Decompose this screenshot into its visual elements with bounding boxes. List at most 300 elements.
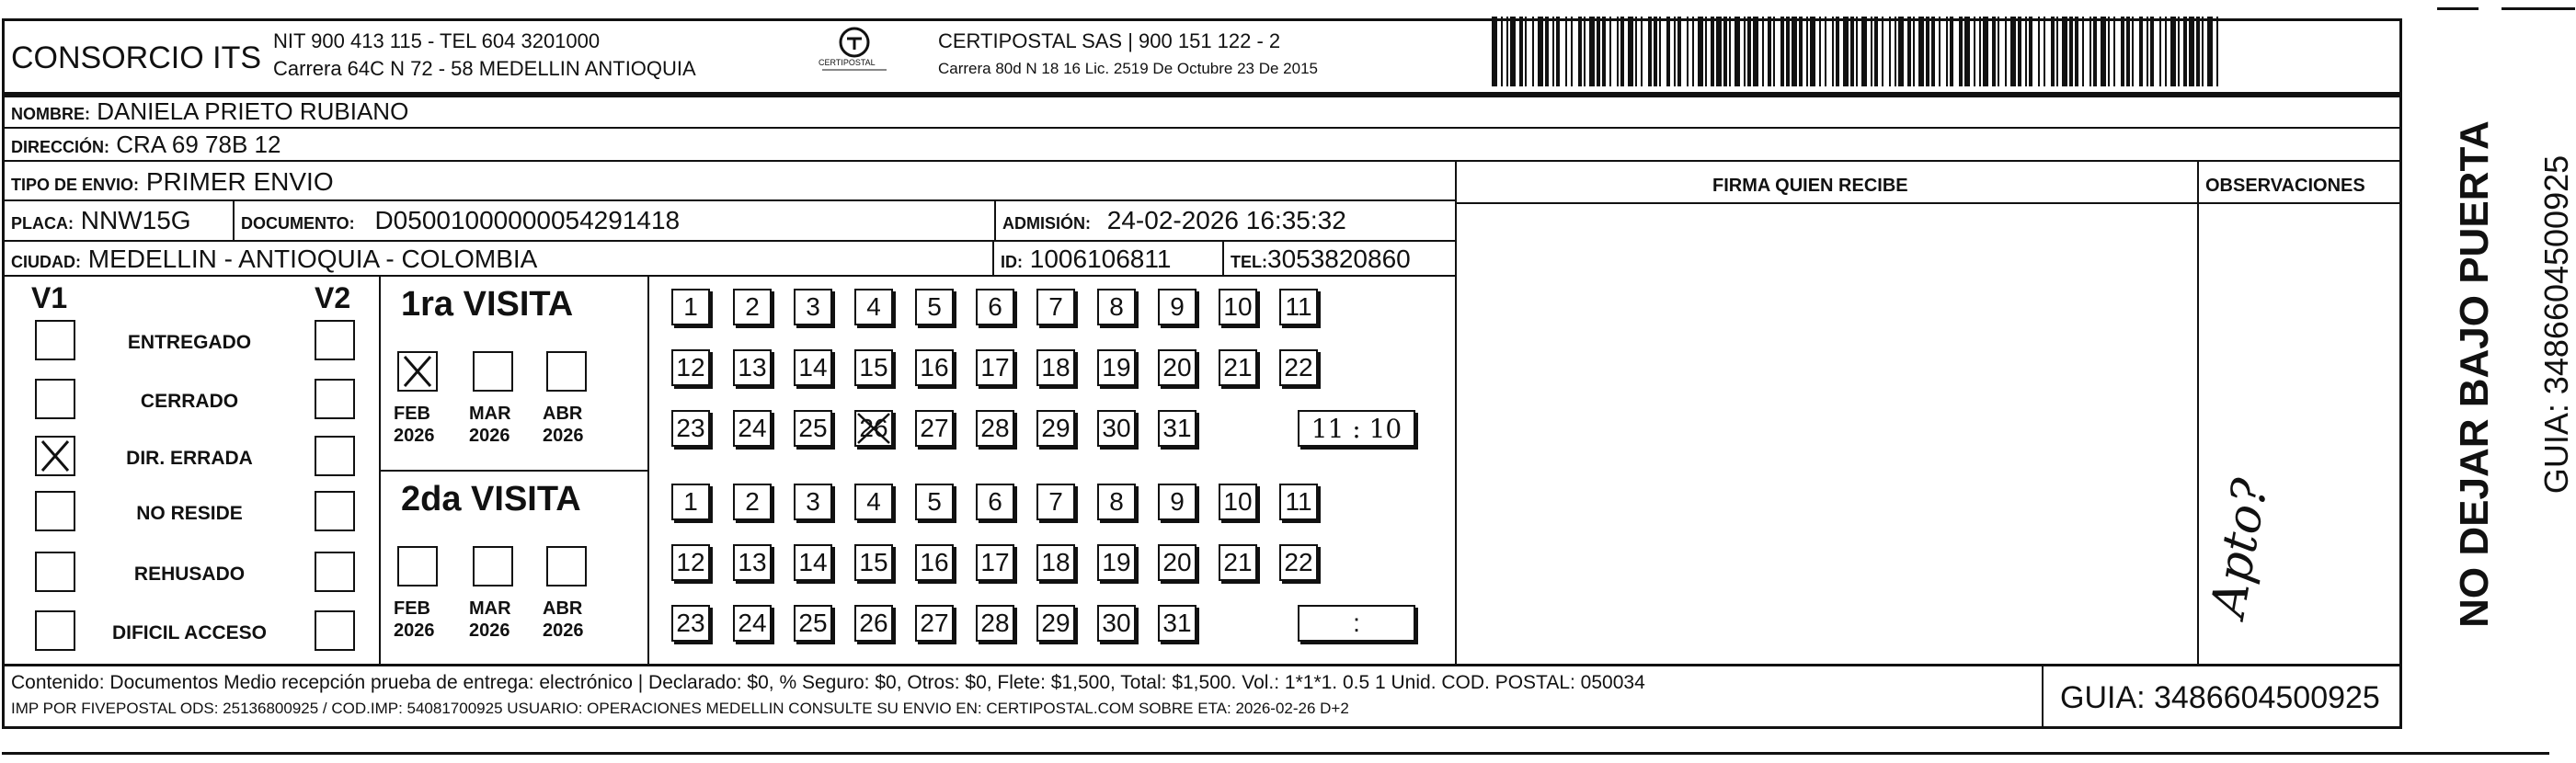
barcode-bar <box>1946 17 1948 86</box>
contenido-text: Contenido: Documentos Medio recepción prueba de entrega: electrónico | Declarado: $0, % Seguro: $0, Otros: $0, Flete: $1,500, Total: $1,500. Vol.: 1*1*1. 0.5 1 Unid. COD. POSTAL: 050034 <box>11 672 1645 693</box>
id-value: 1006106811 <box>1029 245 1172 273</box>
day-box[interactable] <box>1036 544 1075 581</box>
observaciones-label: OBSERVACIONES <box>2205 176 2365 196</box>
barcode-bar <box>1552 17 1554 86</box>
day-box[interactable] <box>976 349 1014 386</box>
barcode-bar <box>1747 17 1751 86</box>
day-number: 22 <box>1284 353 1313 382</box>
barcode-bar <box>1589 17 1595 86</box>
barcode-bar <box>2159 17 2161 86</box>
tipo-envio-field <box>11 169 334 195</box>
day-box[interactable] <box>1219 484 1257 520</box>
day-number: 7 <box>1048 292 1063 321</box>
day-box[interactable] <box>1158 484 1196 520</box>
barcode-bar <box>2216 17 2218 86</box>
nombre-field <box>11 99 408 123</box>
barcode-bar <box>1501 17 1503 86</box>
barcode-bar <box>1519 17 1523 86</box>
day-number: 25 <box>798 414 828 442</box>
day-number: 28 <box>980 414 1010 442</box>
imp-text: IMP POR FIVEPOSTAL ODS: 25136800925 / COD.IMP: 54081700925 USUARIO: OPERACIONES MEDELLIN CONSULTE SU ENVIO EN: CERTIPOSTAL.COM SOBRE ETA: 2026-02-26 D+2 <box>11 700 1349 717</box>
barcode-bar <box>1931 17 1935 86</box>
day-x-mark-icon <box>854 410 893 447</box>
day-number: 2 <box>745 292 760 321</box>
barcode-bar <box>1974 17 1975 86</box>
day-box[interactable] <box>733 289 772 325</box>
status-label: NO RESIDE <box>136 503 243 524</box>
barcode-bar <box>2069 17 2073 86</box>
day-box[interactable] <box>915 349 954 386</box>
barcode-bar <box>1799 17 1803 86</box>
day-number: 15 <box>859 548 888 576</box>
day-number: 27 <box>920 414 949 442</box>
barcode-bar <box>1825 17 1826 86</box>
status-v2-checkbox[interactable] <box>315 552 355 592</box>
barcode <box>1492 17 2227 86</box>
footer-guia: GUIA: 3486604500925 <box>2060 680 2380 715</box>
day-box[interactable] <box>1097 484 1136 520</box>
barcode-bar <box>1729 17 1731 86</box>
barcode-bar <box>1744 17 1746 86</box>
barcode-bar <box>1692 17 1694 86</box>
certipostal-logo <box>813 24 896 79</box>
day-number: 4 <box>866 487 881 516</box>
barcode-bar <box>1506 17 1508 86</box>
barcode-bar <box>1705 17 1707 86</box>
placa-field <box>11 208 191 233</box>
barcode-bar <box>1773 17 1775 86</box>
day-box[interactable] <box>976 544 1014 581</box>
barcode-bar <box>1874 17 1878 86</box>
month-label: ABR <box>543 404 583 424</box>
barcode-bar <box>2202 17 2204 86</box>
barcode-bar <box>2183 17 2187 86</box>
time-box[interactable] <box>1298 410 1415 447</box>
day-box[interactable] <box>915 289 954 325</box>
barcode-bar <box>1532 17 1534 86</box>
status-label: CERRADO <box>140 391 239 412</box>
day-number: 6 <box>988 292 1002 321</box>
day-box[interactable] <box>794 410 832 447</box>
day-number: 14 <box>798 548 828 576</box>
barcode-bar <box>1950 17 1953 86</box>
day-number: 4 <box>866 292 881 321</box>
tel-label: TEL: <box>1231 253 1267 271</box>
barcode-bar <box>2018 17 2021 86</box>
day-box[interactable] <box>854 605 893 642</box>
barcode-bar <box>1723 17 1727 86</box>
status-label: DIFICIL ACCESO <box>111 622 267 643</box>
barcode-bar <box>1654 17 1657 86</box>
day-box[interactable] <box>794 289 832 325</box>
day-box[interactable] <box>1158 349 1196 386</box>
day-number: 21 <box>1223 548 1253 576</box>
barcode-icon <box>1492 17 2227 86</box>
day-box[interactable] <box>1097 410 1136 447</box>
month-checkbox[interactable] <box>473 546 513 586</box>
barcode-bar <box>1889 17 1891 86</box>
day-box[interactable] <box>854 544 893 581</box>
barcode-bar <box>1617 17 1619 86</box>
day-number: 27 <box>920 609 949 637</box>
status-v2-checkbox[interactable] <box>315 436 355 476</box>
barcode-bar <box>1895 17 1896 86</box>
observation-handwriting <box>2200 441 2299 643</box>
barcode-bar <box>1735 17 1740 86</box>
status-v2-checkbox[interactable] <box>315 379 355 419</box>
barcode-bar <box>1913 17 1915 86</box>
nombre-label: NOMBRE: <box>11 105 90 123</box>
barcode-bar <box>1786 17 1790 86</box>
day-number: 1 <box>683 292 698 321</box>
day-number: 20 <box>1162 353 1192 382</box>
ciudad-label: CIUDAD: <box>11 253 81 271</box>
admision-value: 24-02-2026 16:35:32 <box>1106 206 1346 234</box>
barcode-bar <box>1584 17 1586 86</box>
barcode-bar <box>1959 17 1963 86</box>
barcode-bar <box>1992 17 1996 86</box>
ciudad-field <box>11 246 537 272</box>
barcode-bar <box>1926 17 1929 86</box>
barcode-bar <box>1861 17 1867 86</box>
barcode-bar <box>1711 17 1714 86</box>
direccion-value: CRA 69 78B 12 <box>116 131 281 158</box>
barcode-bar <box>2010 17 2016 86</box>
barcode-bar <box>2038 17 2040 86</box>
barcode-bar <box>1556 17 1560 86</box>
time-box[interactable] <box>1298 605 1415 642</box>
no-dejar-text: NO DEJAR BAJO PUERTA <box>2452 120 2497 628</box>
barcode-bar <box>1871 17 1872 86</box>
barcode-bar <box>1510 17 1516 86</box>
day-box[interactable] <box>1036 605 1075 642</box>
barcode-bar <box>1753 17 1758 86</box>
day-box[interactable] <box>733 484 772 520</box>
day-box[interactable] <box>976 484 1014 520</box>
barcode-bar <box>1939 17 1941 86</box>
barcode-bar <box>2113 17 2115 86</box>
day-box[interactable] <box>1219 544 1257 581</box>
v2-header: V2 <box>315 281 351 314</box>
barcode-bar <box>1545 17 1549 86</box>
day-box[interactable] <box>976 289 1014 325</box>
day-number: 31 <box>1162 609 1192 637</box>
barcode-bar <box>2132 17 2134 86</box>
month-checkbox[interactable] <box>546 351 587 392</box>
day-box[interactable] <box>671 484 710 520</box>
day-box[interactable] <box>1036 349 1075 386</box>
barcode-bar <box>1832 17 1834 86</box>
day-box[interactable] <box>854 484 893 520</box>
documento-value: D05001000000054291418 <box>374 206 681 234</box>
month-label: FEB <box>394 598 430 619</box>
documento-field <box>241 208 680 233</box>
barcode-bar <box>1687 17 1689 86</box>
month-label: ABR <box>543 598 583 619</box>
barcode-bar <box>1597 17 1600 86</box>
barcode-bar <box>2170 17 2176 86</box>
day-box[interactable] <box>915 484 954 520</box>
month-label: MAR <box>469 598 511 619</box>
day-number: 7 <box>1048 487 1063 516</box>
day-number: 12 <box>676 353 705 382</box>
month-checkbox[interactable] <box>473 351 513 392</box>
day-box[interactable] <box>1036 410 1075 447</box>
month-label: MAR <box>469 404 511 424</box>
day-number: 15 <box>859 353 888 382</box>
day-number: 1 <box>683 487 698 516</box>
company-name: CONSORCIO ITS <box>11 40 262 75</box>
visit-title: 1ra VISITA <box>401 285 574 324</box>
day-box[interactable] <box>1097 544 1136 581</box>
barcode-bar <box>2189 17 2194 86</box>
license-line: Carrera 80d N 18 16 Lic. 2519 De Octubre 23 De 2015 <box>938 60 1318 77</box>
barcode-bar <box>2089 17 2091 86</box>
barcode-bar <box>1674 17 1676 86</box>
day-box[interactable] <box>1279 544 1318 581</box>
side-guia-text: GUIA: 3486604500925 <box>2537 154 2575 495</box>
day-box[interactable] <box>915 410 954 447</box>
day-box[interactable] <box>1158 605 1196 642</box>
day-number: 22 <box>1284 548 1313 576</box>
barcode-bar <box>1806 17 1808 86</box>
day-number: 12 <box>676 548 705 576</box>
barcode-bar <box>1635 17 1637 86</box>
barcode-bar <box>1918 17 1924 86</box>
status-v2-checkbox[interactable] <box>315 610 355 651</box>
v1-header: V1 <box>31 281 68 314</box>
day-box[interactable] <box>1036 289 1075 325</box>
day-box[interactable] <box>671 410 710 447</box>
day-number: 5 <box>927 292 942 321</box>
barcode-bar <box>1780 17 1784 86</box>
barcode-bar <box>2029 17 2032 86</box>
day-box[interactable] <box>733 544 772 581</box>
day-box[interactable] <box>1158 410 1196 447</box>
barcode-bar <box>2075 17 2078 86</box>
day-box[interactable] <box>733 605 772 642</box>
placa-label: PLACA: <box>11 214 74 233</box>
tipo-envio-label: TIPO DE ENVIO: <box>11 176 140 194</box>
month-checkbox[interactable] <box>397 546 438 586</box>
day-box[interactable] <box>915 544 954 581</box>
day-number: 26 <box>859 609 888 637</box>
day-box[interactable] <box>794 349 832 386</box>
status-v2-checkbox[interactable] <box>315 491 355 531</box>
ciudad-value: MEDELLIN - ANTIOQUIA - COLOMBIA <box>87 245 538 273</box>
barcode-bar <box>1492 17 1497 86</box>
barcode-bar <box>2044 17 2045 86</box>
day-number: 18 <box>1041 548 1070 576</box>
day-box[interactable] <box>1158 289 1196 325</box>
day-box[interactable] <box>671 349 710 386</box>
day-number: 21 <box>1223 353 1253 382</box>
day-number: 30 <box>1102 414 1131 442</box>
day-number: 26 <box>859 414 888 442</box>
barcode-bar <box>2051 17 2055 86</box>
day-box[interactable] <box>1097 289 1136 325</box>
barcode-bar <box>2165 17 2167 86</box>
month-year: 2026 <box>469 621 510 641</box>
barcode-bar <box>1666 17 1670 86</box>
barcode-bar <box>1716 17 1722 86</box>
barcode-bar <box>1648 17 1652 86</box>
day-box[interactable] <box>794 605 832 642</box>
day-number: 3 <box>806 487 820 516</box>
barcode-bar <box>2082 17 2084 86</box>
month-checkbox[interactable] <box>397 351 438 392</box>
barcode-bar <box>1620 17 1624 86</box>
barcode-bar <box>1628 17 1633 86</box>
observation-text: Apto? <box>2200 474 2280 621</box>
day-number: 2 <box>745 487 760 516</box>
time-value: : <box>1353 609 1360 637</box>
day-box[interactable] <box>854 410 893 447</box>
month-year: 2026 <box>543 621 584 641</box>
barcode-bar <box>1843 17 1849 86</box>
tipo-envio-value: PRIMER ENVIO <box>145 167 334 196</box>
month-label: FEB <box>394 404 430 424</box>
day-box[interactable] <box>733 410 772 447</box>
month-year: 2026 <box>394 426 435 446</box>
day-box[interactable] <box>671 289 710 325</box>
barcode-bar <box>1538 17 1543 86</box>
day-box[interactable] <box>1279 349 1318 386</box>
address-line: Carrera 64C N 72 - 58 MEDELLIN ANTIOQUIA <box>273 57 696 80</box>
barcode-bar <box>1659 17 1661 86</box>
day-number: 16 <box>920 548 949 576</box>
month-year: 2026 <box>394 621 435 641</box>
day-box[interactable] <box>671 605 710 642</box>
barcode-bar <box>1609 17 1611 86</box>
barcode-bar <box>1836 17 1839 86</box>
barcode-bar <box>1602 17 1606 86</box>
day-number: 13 <box>738 548 767 576</box>
day-number: 25 <box>798 609 828 637</box>
day-number: 23 <box>676 609 705 637</box>
day-number: 28 <box>980 609 1010 637</box>
side-banner <box>2406 110 2575 643</box>
day-box[interactable] <box>733 349 772 386</box>
barcode-bar <box>1641 17 1643 86</box>
day-number: 8 <box>1109 487 1124 516</box>
barcode-bar <box>1525 17 1527 86</box>
placa-value: NNW15G <box>80 206 191 234</box>
time-value: 11 : 10 <box>1311 413 1402 444</box>
barcode-bar <box>2121 17 2124 86</box>
barcode-bar <box>1819 17 1821 86</box>
day-box[interactable] <box>976 410 1014 447</box>
barcode-bar <box>2093 17 2097 86</box>
day-number: 9 <box>1170 292 1185 321</box>
day-number: 6 <box>988 487 1002 516</box>
day-box[interactable] <box>1097 605 1136 642</box>
barcode-bar <box>1856 17 1858 86</box>
day-number: 11 <box>1285 487 1312 516</box>
barcode-bar <box>2147 17 2148 86</box>
admision-label: ADMISIÓN: <box>1002 214 1091 233</box>
barcode-bar <box>1998 17 1999 86</box>
barcode-bar <box>2025 17 2027 86</box>
barcode-bar <box>2178 17 2180 86</box>
certipostal-logo-icon <box>813 24 896 79</box>
day-number: 9 <box>1170 487 1185 516</box>
day-number: 18 <box>1041 353 1070 382</box>
day-box[interactable] <box>794 484 832 520</box>
day-number: 23 <box>676 414 705 442</box>
certipostal-line: CERTIPOSTAL SAS | 900 151 122 - 2 <box>938 29 1281 52</box>
barcode-bar <box>1850 17 1854 86</box>
barcode-bar <box>1698 17 1703 86</box>
day-number: 24 <box>738 609 767 637</box>
barcode-bar <box>1565 17 1567 86</box>
day-box[interactable] <box>1219 349 1257 386</box>
day-box[interactable] <box>1279 484 1318 520</box>
day-number: 8 <box>1109 292 1124 321</box>
admision-field <box>1002 208 1346 233</box>
firma-label: FIRMA QUIEN RECIBE <box>1712 176 1908 196</box>
day-box[interactable] <box>1279 289 1318 325</box>
barcode-bar <box>2005 17 2007 86</box>
day-number: 13 <box>738 353 767 382</box>
barcode-bar <box>1907 17 1911 86</box>
month-checkbox[interactable] <box>546 546 587 586</box>
month-year: 2026 <box>543 426 584 446</box>
barcode-bar <box>2196 17 2200 86</box>
day-box[interactable] <box>854 289 893 325</box>
day-box[interactable] <box>976 605 1014 642</box>
barcode-bar <box>1983 17 1988 86</box>
day-number: 20 <box>1162 548 1192 576</box>
day-box[interactable] <box>915 605 954 642</box>
barcode-bar <box>1571 17 1573 86</box>
day-box[interactable] <box>1097 349 1136 386</box>
day-box[interactable] <box>1036 484 1075 520</box>
day-box[interactable] <box>854 349 893 386</box>
day-number: 29 <box>1041 609 1070 637</box>
status-label: REHUSADO <box>133 564 246 585</box>
barcode-bar <box>2101 17 2106 86</box>
barcode-bar <box>2150 17 2154 86</box>
status-v2-checkbox[interactable] <box>315 320 355 360</box>
tel-field <box>1231 246 1411 272</box>
day-box[interactable] <box>1219 289 1257 325</box>
nombre-value: DANIELA PRIETO RUBIANO <box>97 97 409 125</box>
barcode-bar <box>2062 17 2067 86</box>
barcode-bar <box>2126 17 2130 86</box>
day-number: 31 <box>1162 414 1192 442</box>
barcode-bar <box>1898 17 1904 86</box>
day-box[interactable] <box>671 544 710 581</box>
day-number: 5 <box>927 487 942 516</box>
id-field <box>1001 246 1171 272</box>
visit-title: 2da VISITA <box>401 480 581 518</box>
barcode-bar <box>1979 17 1981 86</box>
barcode-bar <box>2207 17 2213 86</box>
day-box[interactable] <box>1158 544 1196 581</box>
day-number: 17 <box>980 353 1010 382</box>
barcode-bar <box>1762 17 1764 86</box>
day-number: 14 <box>798 353 828 382</box>
status-label: ENTREGADO <box>127 332 252 353</box>
day-number: 3 <box>806 292 820 321</box>
barcode-bar <box>2056 17 2058 86</box>
day-number: 17 <box>980 548 1010 576</box>
status-label: DIR. ERRADA <box>126 448 253 469</box>
barcode-bar <box>1810 17 1815 86</box>
day-number: 10 <box>1223 487 1253 516</box>
day-box[interactable] <box>794 544 832 581</box>
